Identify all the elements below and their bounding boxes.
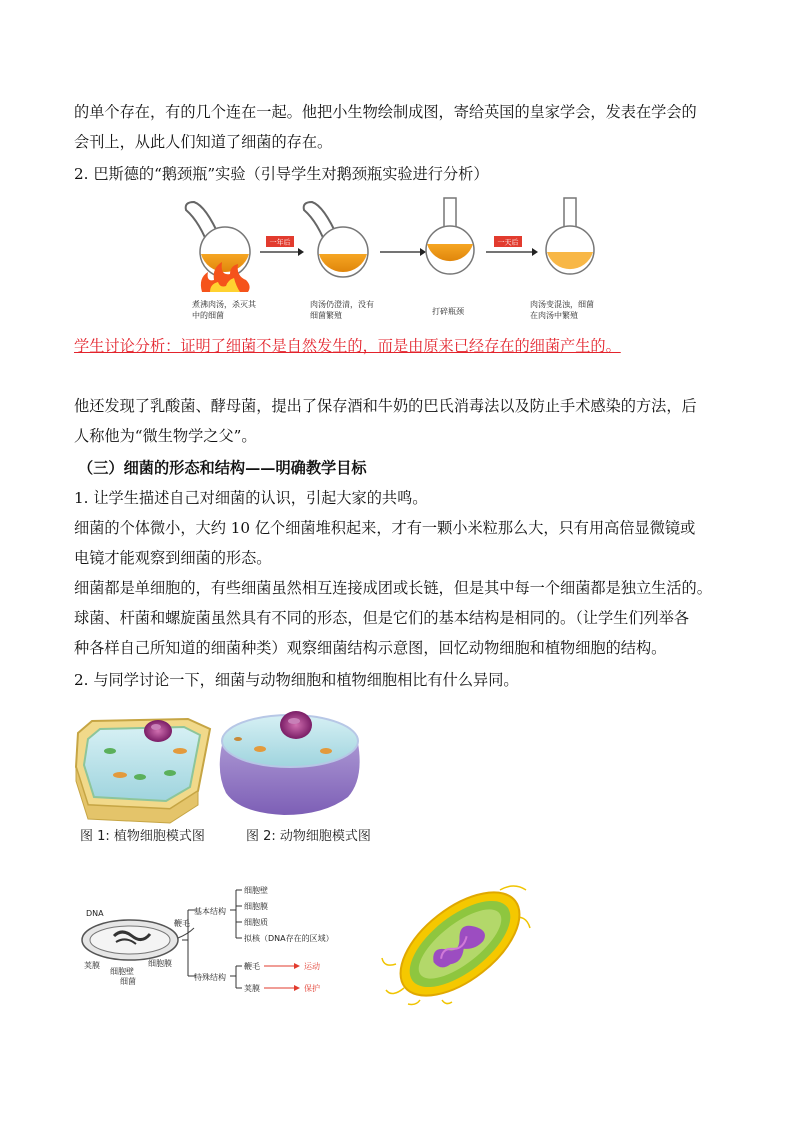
label-dna: DNA: [86, 909, 104, 918]
caption-boil-2: 中的细菌: [192, 311, 224, 320]
discussion-conclusion: 学生讨论分析：证明了细菌不是自然发生的，而是由原来已经存在的细菌产生的。: [74, 337, 621, 355]
paragraph-10: 电镜才能观察到细菌的形态。: [74, 549, 272, 567]
flask-broken-neck: [426, 198, 474, 274]
caption-break: 打碎瓶颈: [432, 307, 464, 316]
paragraph-13: 种各样自己所知道的细菌种类）观察细菌结构示意图，回忆动物细胞和植物细胞的结构。: [74, 639, 667, 657]
paragraph-8: 1. 让学生描述自己对细菌的认识，引起大家的共鸣。: [74, 489, 428, 507]
bacteria-structure-diagram: [80, 880, 370, 1000]
caption-turbid-1: 肉汤变混浊，细菌: [530, 300, 594, 309]
flask-swan-neck: [304, 202, 368, 277]
paragraph-1: 的单个存在，有的几个连在一起。他把小生物绘制成图，寄给英国的皇家学会，发表在学会的: [74, 103, 697, 121]
basic-item-cytoplasm: 细胞质: [244, 918, 268, 927]
label-flagellum: 鞭毛: [174, 919, 190, 928]
paragraph-5: 他还发现了乳酸菌、酵母菌，提出了保存酒和牛奶的巴氏消毒法以及防止手术感染的方法，后: [74, 397, 697, 415]
paragraph-9: 细菌的个体微小，大约 10 亿个细菌堆积起来，才有一颗小米粒那么大，只有用高倍显微镜或: [74, 519, 696, 537]
arrow-label-one-day: 一天后: [497, 238, 519, 247]
paragraph-6: 人称他为“微生物学之父”。: [74, 427, 257, 445]
basic-item-nucleoid: 拟核（DNA存在的区域）: [244, 934, 334, 943]
paragraph-12: 球菌、杆菌和螺旋菌虽然具有不同的形态，但是它们的基本结构是相同的。（让学生们列举各: [74, 609, 690, 627]
caption-animal-cell: 图 2: 动物细胞模式图: [246, 829, 371, 844]
special-structure-label: 特殊结构: [194, 973, 226, 982]
animal-cell-model: [220, 711, 360, 815]
caption-turbid-2: 在肉汤中繁殖: [530, 311, 578, 320]
caption-boil-1: 煮沸肉汤，杀灭其: [192, 300, 256, 309]
label-capsule: 荚膜: [84, 961, 100, 970]
special-item-flagellum: 鞭毛: [244, 962, 260, 971]
label-membrane: 细胞膜: [148, 959, 172, 968]
paragraph-3: 2. 巴斯德的“鹅颈瓶”实验（引导学生对鹅颈瓶实验进行分析）: [74, 165, 489, 183]
basic-item-wall: 细胞壁: [244, 886, 268, 895]
caption-clear-1: 肉汤仍澄清，没有: [310, 300, 374, 309]
paragraph-14: 2. 与同学讨论一下，细菌与动物细胞和植物细胞相比有什么异同。: [74, 671, 519, 689]
label-bacterium: 细菌: [120, 977, 136, 986]
swan-neck-experiment-figure: [180, 192, 620, 332]
label-wall: 细胞壁: [110, 967, 134, 976]
caption-clear-2: 细菌繁殖: [310, 311, 342, 320]
basic-item-membrane: 细胞膜: [244, 902, 268, 911]
bacterium-illustration: [380, 878, 540, 1008]
cell-models-figure: [70, 705, 400, 855]
arrow-label-one-year: 一年后: [269, 238, 291, 247]
section-heading: （三）细菌的形态和结构——明确教学目标: [78, 459, 367, 477]
function-protection: 保护: [304, 984, 320, 993]
special-item-capsule: 荚膜: [244, 984, 260, 993]
paragraph-11: 细菌都是单细胞的，有些细菌虽然相互连接成团或长链，但是其中每一个细菌都是独立生活的。: [74, 579, 712, 597]
basic-structure-label: 基本结构: [194, 907, 226, 916]
plant-cell-model: [76, 719, 210, 823]
function-movement: 运动: [304, 962, 320, 971]
caption-plant-cell: 图 1: 植物细胞模式图: [80, 829, 205, 844]
flask-turbid: [546, 198, 594, 274]
paragraph-2: 会刊上，从此人们知道了细菌的存在。: [74, 133, 333, 151]
